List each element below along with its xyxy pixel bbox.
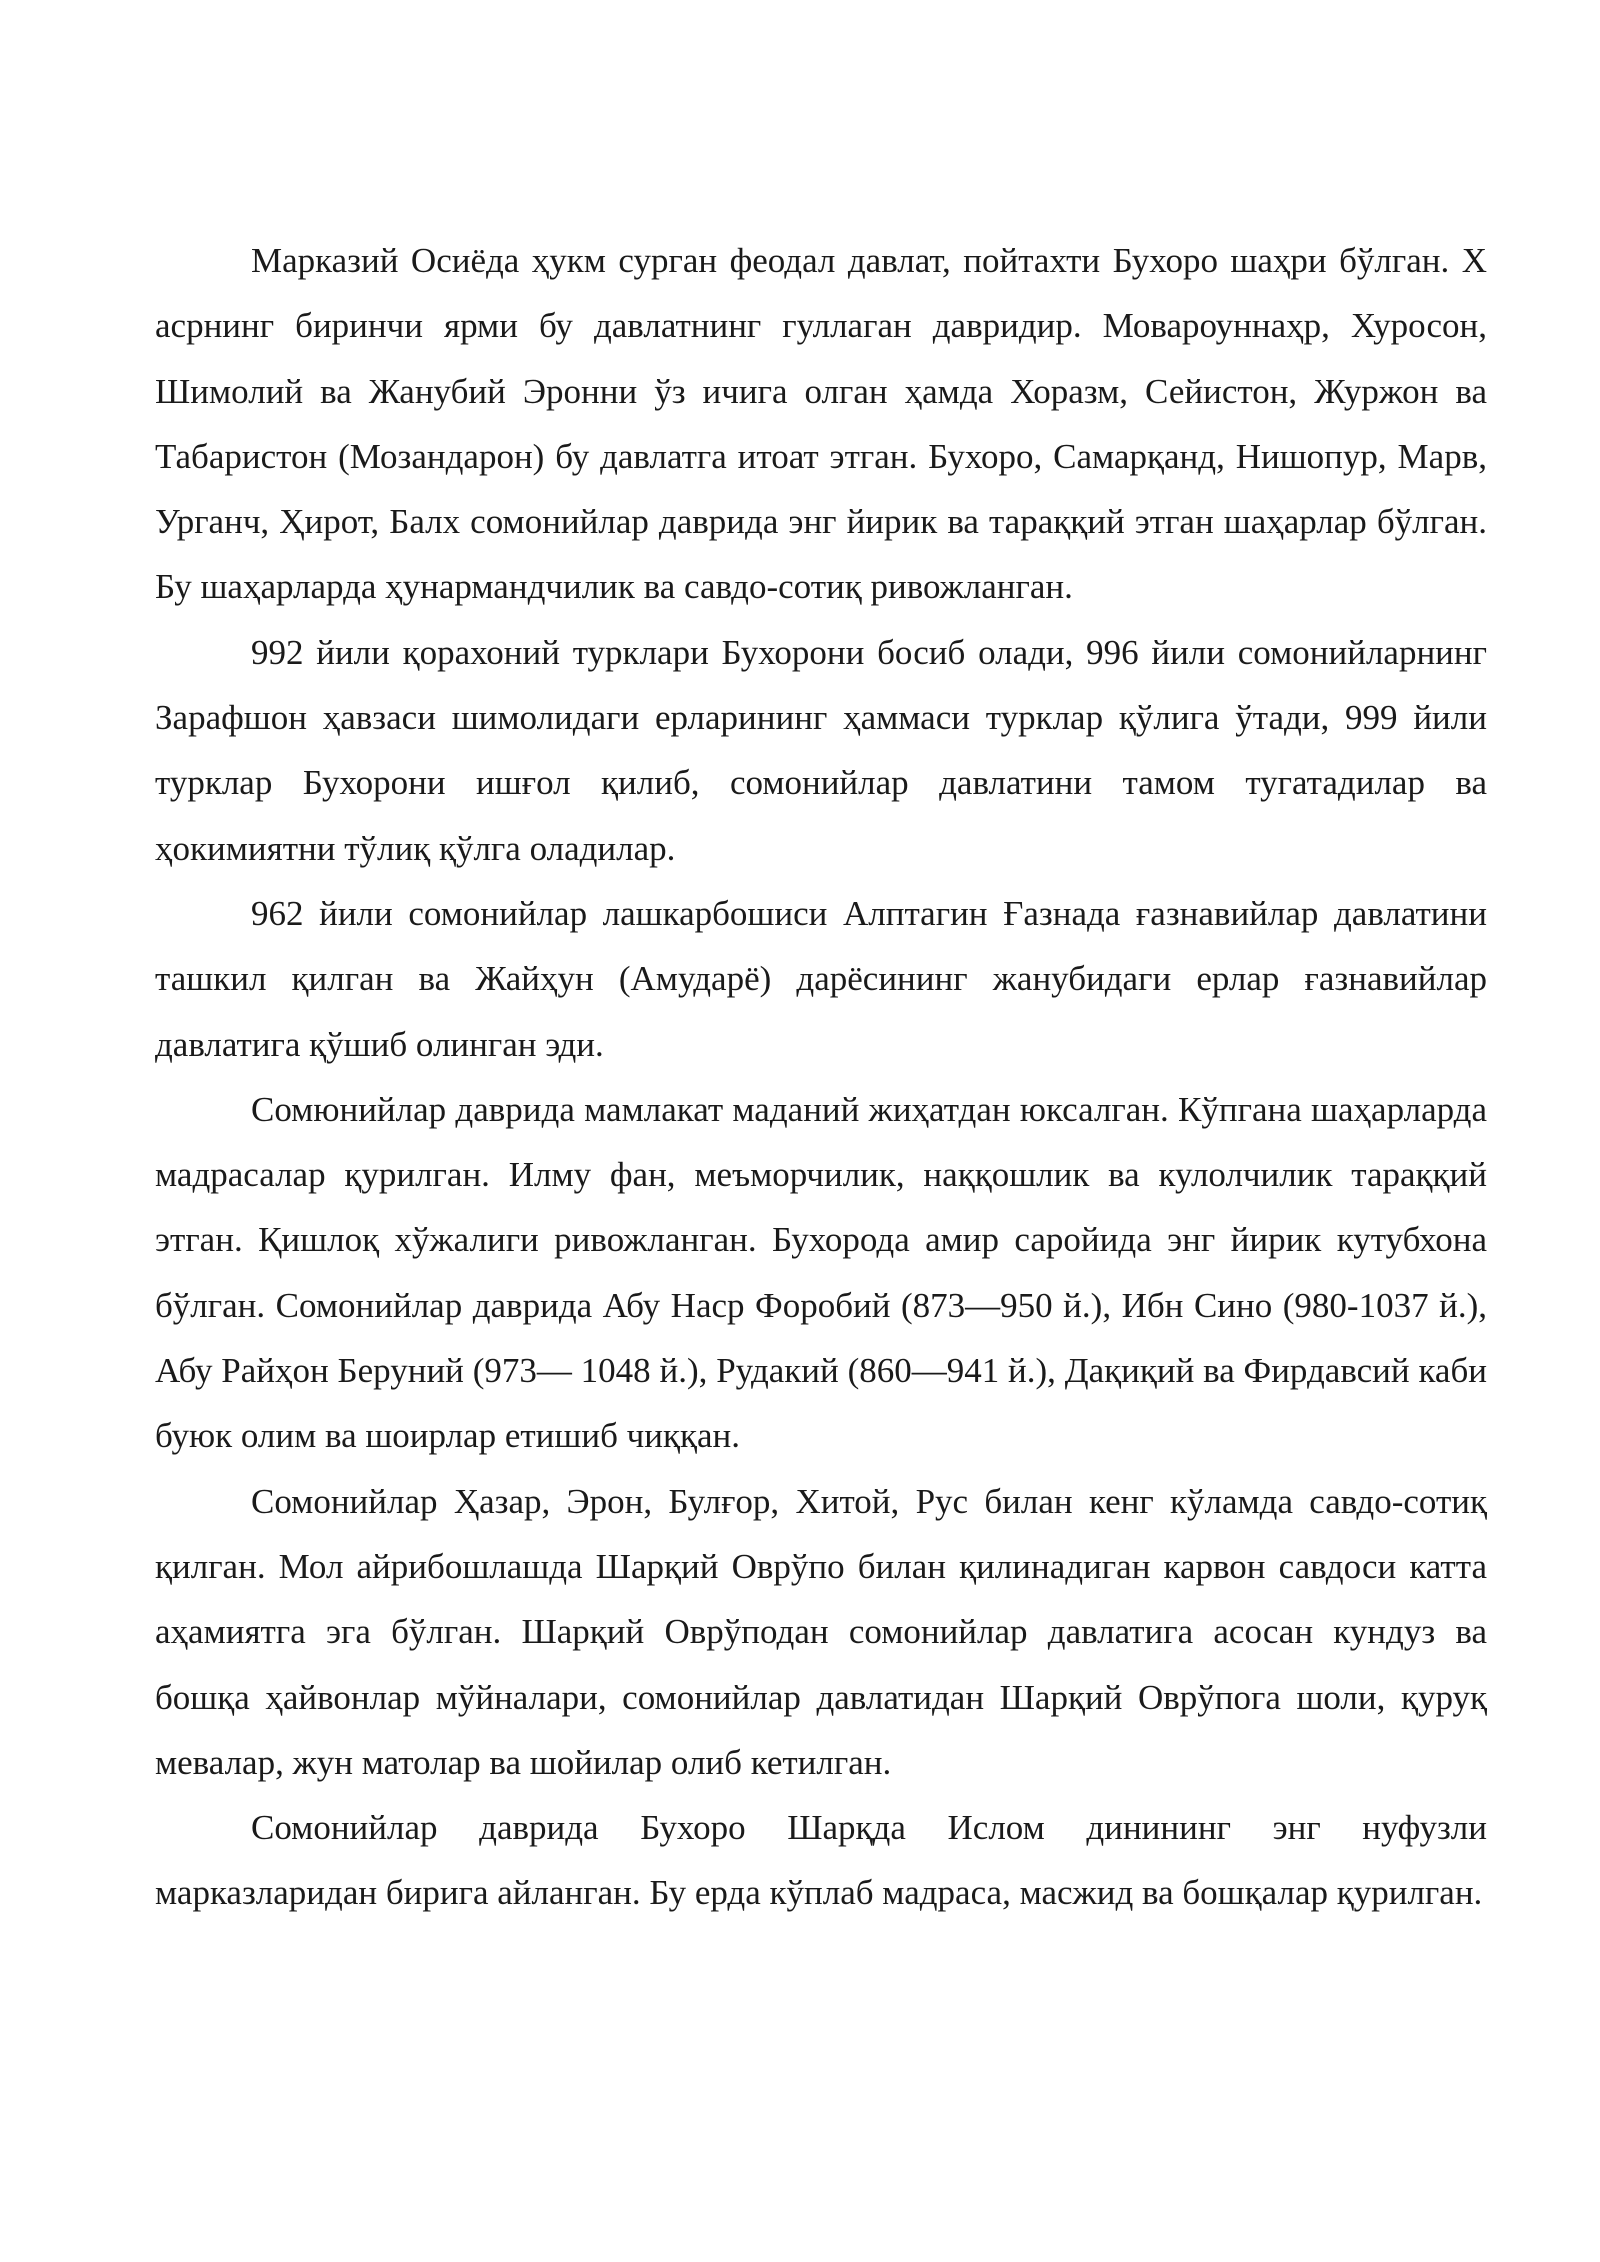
paragraph-bukhara-islam: Сомонийлар даврида Бухоро Шарқда Ислом динининг энг нуфузли марказларидан бирига айланган. Бу ерда кўплаб мадраса, масжид ва бошқалар қурилган.	[155, 1808, 1487, 1913]
paragraph-karakhanid-conquest: 992 йили қорахоний турклари Бухорони босиб олади, 996 йили сомонийларнинг Зарафшон ҳавзаси шимолидаги ерларининг ҳаммаси турклар қўлига ўтади, 999 йили турклар Бухорони ишғол қилиб, сомонийлар давлатини тамом тугатадилар ва ҳокимиятни тўлиқ қўлга оладилар.	[155, 632, 1487, 868]
paragraph-trade: Сомонийлар Ҳазар, Эрон, Булғор, Хитой, Рус билан кенг кўламда савдо-сотиқ қилган. Мол айрибошлашда Шарқий Оврўпо билан қилинадиган карвон савдоси катта аҳамиятга эга бўлган. Шарқий Оврўподан сомонийлар давлатига асосан кундуз ва бошқа ҳайвонлар мўйналари, сомонийлар давлатидан Шарқий Оврўпога шоли, қуруқ мевалар, жун матолар ва шойилар олиб кетилган.	[155, 1481, 1487, 1782]
document-page	[155, 228, 1487, 1926]
paragraph-culture: Сомюнийлар даврида мамлакат маданий жиҳатдан юксалган. Кўпгана шаҳарларда мадрасалар қурилган. Илму фан, меъморчилик, наққошлик ва кулолчилик тараққий этган. Қишлоқ хўжалиги ривожланган. Бухорода амир саройида энг йирик кутубхона бўлган. Сомонийлар даврида Абу Наср Форобий (873—950 й.), Ибн Сино (980-1037 й.), Абу Райҳон Беруний (973— 1048 й.), Рудакий (860—941 й.), Дақиқий ва Фирдавсий каби буюк олим ва шоирлар етишиб чиққан.	[155, 1089, 1487, 1456]
paragraph-ghaznavid-state: 962 йили сомонийлар лашкарбошиси Алптагин Ғазнада ғазнавийлар давлатини ташкил қилган ва Жайҳун (Амударё) дарёсининг жанубидаги ерлар ғазнавийлар давлатига қўшиб олинган эди.	[155, 893, 1487, 1064]
paragraph-samanid-state: Марказий Осиёда ҳукм сурган феодал давлат, пойтахти Бухоро шаҳри бўлган. X асрнинг биринчи ярми бу давлатнинг гуллаган давридир. Мовароуннаҳр, Хуросон, Шимолий ва Жанубий Эронни ўз ичига олган ҳамда Хоразм, Сейистон, Журжон ва Табаристон (Мозандарон) бу давлатга итоат этган. Бухоро, Самарқанд, Нишопур, Марв, Урганч, Ҳирот, Балх сомонийлар даврида энг йирик ва тараққий этган шаҳарлар бўлган. Бу шаҳарларда ҳунармандчилик ва савдо-сотиқ ривожланган.	[155, 241, 1487, 607]
